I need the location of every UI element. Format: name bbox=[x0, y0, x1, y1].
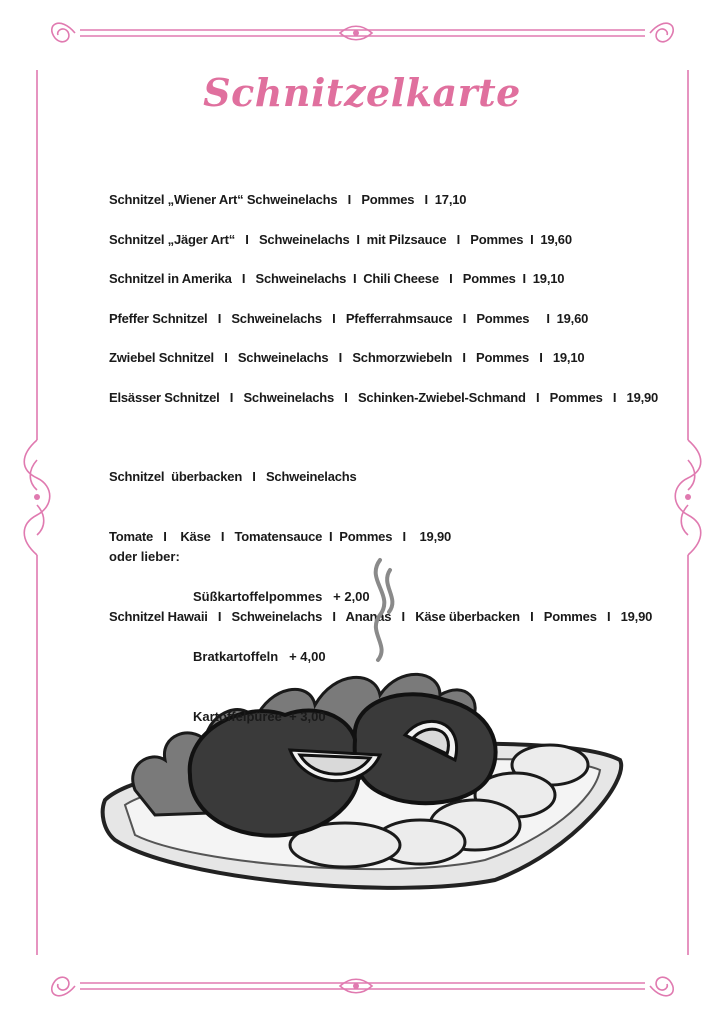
menu-item bbox=[109, 309, 669, 329]
menu-item-text-continued: Tomate I Käse I Tomatensauce I Pommes I 19,90 bbox=[109, 529, 452, 544]
menu-item-text: Pfeffer Schnitzel I Schweinelachs I Pfefferrahmsauce I Pommes I 19,60 bbox=[109, 310, 589, 326]
side-options-list bbox=[193, 547, 370, 767]
menu-item-text: Schnitzel in Amerika I Schweinelachs I Chili Cheese I Pommes I 19,10 bbox=[109, 271, 565, 286]
menu-item bbox=[109, 388, 669, 408]
side-option: Süßkartoffelpommes + 2,00 bbox=[193, 589, 370, 604]
menu-item bbox=[109, 348, 669, 368]
menu-item-text: Elsässer Schnitzel I Schweinelachs I Schinken-Zwiebel-Schmand I Pommes I 19,90 bbox=[109, 389, 659, 405]
side-option: Bratkartoffeln + 4,00 bbox=[193, 649, 326, 664]
menu-item-text: Schnitzel „Jäger Art“ I Schweinelachs I mit Pilzsauce I Pommes I 19,60 bbox=[109, 231, 572, 247]
menu-item-text: Zwiebel Schnitzel I Schweinelachs I Schmorzwiebeln I Pommes I 19,10 bbox=[109, 350, 585, 365]
menu-item bbox=[109, 269, 669, 289]
menu-item-text: Schnitzel überbacken I Schweinelachs bbox=[109, 469, 357, 484]
menu-item-text: Schnitzel Hawaii I Schweinelachs I Ananas I Käse überbacken I Pommes I 19,90 bbox=[109, 608, 653, 624]
side-option: Kartoffelpüree + 3,00 bbox=[193, 709, 326, 724]
menu-item bbox=[109, 190, 669, 210]
page-title: Schnitzelkarte bbox=[203, 70, 521, 115]
menu-item-text: Schnitzel „Wiener Art“ Schweinelachs I Pommes I 17,10 bbox=[109, 192, 467, 207]
menu-item bbox=[109, 230, 669, 250]
side-options-label: oder lieber: bbox=[109, 549, 180, 564]
